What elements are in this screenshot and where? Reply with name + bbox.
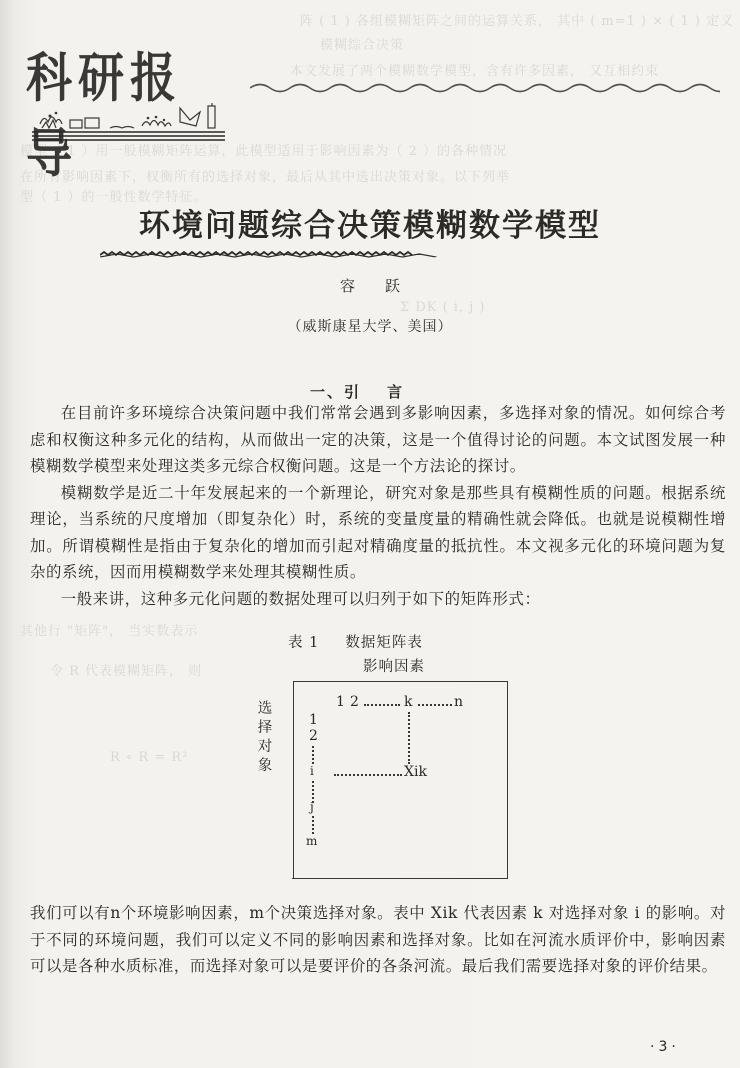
bleed-through-text: 模糊综合决策 [320, 38, 405, 53]
row-index: 1 [309, 712, 318, 728]
column-header [18, 14, 228, 185]
table-bottom-rule [292, 878, 508, 879]
dotted-leader [408, 712, 410, 764]
paragraph: 我们可以有n个环境影响因素，m个决策选择对象。表中 Xik 代表因素 k 对选择对象 i 的影响。对于不同的环境问题，我们可以定义不同的影响因素和选择对象。比如在河流水质评价中，影响因素可以是各种水质标准，而选择对象可以是要评价的各条河流。最后我们需要选择对象的评价结果。 [30, 904, 726, 975]
dotted-leader [418, 704, 452, 706]
paragraph: 模糊数学是近二十年发展起来的一个新理论，研究对象是那些具有模糊性质的问题。根据系统理论，当系统的尺度增加（即复杂化）时，系统的变量度量的精确性就会降低。也就是说模糊性增加。所谓模糊性是指由于复杂化的增加而引起对精确度量的抵抗性。本文视多元化的环境问题为复杂的系统，因而用模糊数学来处理其模糊性质。 [30, 483, 726, 581]
col-index: 2 [350, 694, 359, 710]
dotted-leader [312, 816, 314, 834]
table-row-header [256, 700, 274, 776]
author-name: 容跃 [339, 277, 430, 295]
paragraph: 在目前许多环境综合决策问题中我们常常会遇到多影响因素，多选择对象的情况。如何综合考虑和权衡这种多元化的结构，从而做出一定的决策，这是一个值得讨论的问题。本文试图发展一种模糊数学模型来处理这类多元综合权衡问题。这是一个方法论的探讨。 [30, 404, 726, 475]
table-caption [288, 631, 423, 652]
bleed-through-text: 本文发展了两个模糊数学模型，含有许多因素， 又互相约束 [290, 64, 660, 79]
col-index: k [404, 694, 413, 710]
paragraph: 一般来讲，这种多元化问题的数据处理可以归列于如下的矩阵形式： [60, 589, 541, 608]
bleed-through-text: Σ DK ( i, j ) [400, 300, 486, 315]
wavy-rule-divider [250, 80, 720, 94]
bleed-through-text: R ∘ R = R² [110, 750, 189, 765]
bleed-through-text: 阵 ( 1 ) 各组模糊矩阵之间的运算关系， 其中 ( m=1 ) × ( 1 ) 定义 [300, 14, 735, 29]
landscape-vignette-icon [30, 102, 225, 142]
row-index: j [310, 800, 314, 814]
bleed-through-text: 其他行 "矩阵"， 当实数表示 [20, 624, 199, 639]
author-affiliation: （威斯康星大学、美国） [287, 319, 453, 335]
column-title: 科研报导 [26, 46, 182, 185]
dotted-leader [334, 774, 402, 776]
data-matrix [293, 681, 508, 879]
post-table-body [30, 900, 726, 980]
dotted-leader [364, 704, 400, 706]
article-title: 环境问题综合决策模糊数学模型 [139, 208, 601, 244]
row-header-char: 择 [257, 720, 273, 736]
row-index: m [306, 834, 318, 848]
table-label: 表 1 [288, 635, 320, 651]
row-header-char: 对 [257, 739, 273, 755]
table-column-header: 影响因素 [363, 659, 425, 675]
title-wavy-underline [100, 250, 640, 260]
bleed-through-text: 型（ 1 ）的一般性数学特征。 [20, 190, 208, 205]
table-title: 数据矩阵表 [345, 635, 423, 651]
section-heading [0, 381, 740, 402]
section-number: 一、 [309, 383, 344, 401]
row-header-char: 象 [257, 758, 273, 774]
page-number: ·3· [650, 1039, 680, 1055]
dotted-leader [312, 746, 314, 764]
col-index: n [454, 694, 464, 710]
bleed-through-text: 模型（ 1 ）用一般模糊矩阵运算，此模型适用于影响因素为（ 2 ）的各种情况 [20, 144, 508, 159]
intro-body [30, 400, 726, 612]
row-header-char: 选 [257, 701, 273, 717]
bleed-through-text: 令 R 代表模糊矩阵， 则 [50, 664, 203, 679]
bleed-through-text: 在所有影响因素下，权衡所有的选择对象，最后从其中选出决策对象。以下列举 [20, 170, 511, 185]
matrix-cell-xik: Xik [404, 764, 427, 780]
row-index: 2 [309, 728, 318, 744]
col-index: 1 [336, 694, 345, 710]
row-index: i [310, 764, 314, 778]
page-number-value: 3 [658, 1039, 672, 1055]
section-title: 引言 [344, 383, 431, 401]
